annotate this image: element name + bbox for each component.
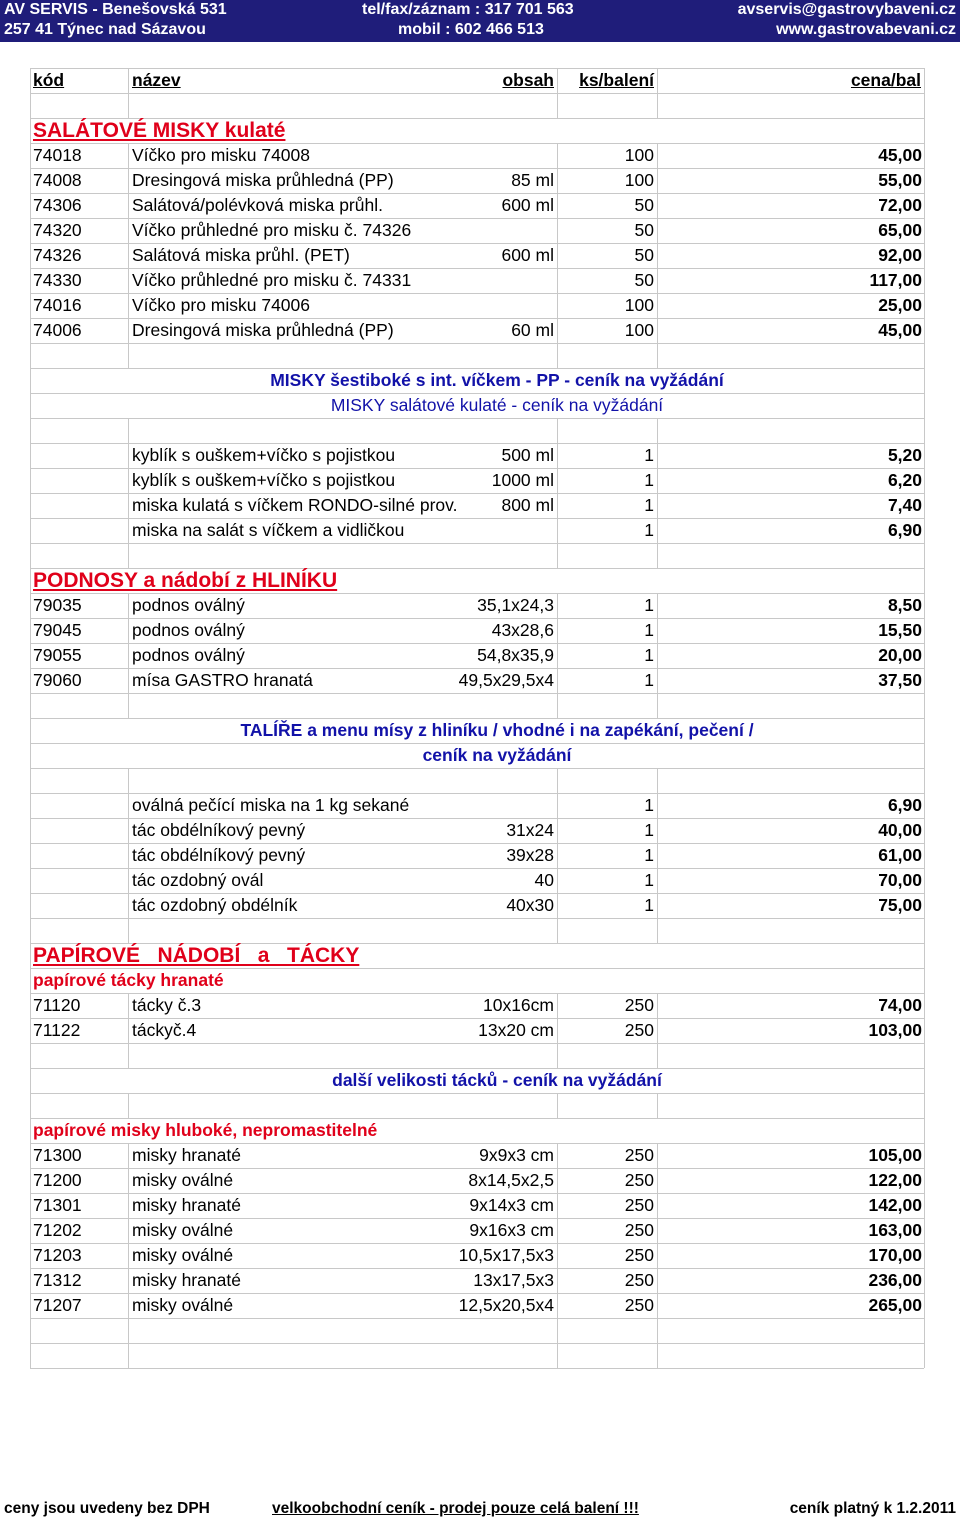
item-code: 71301 <box>33 1195 82 1215</box>
item-code: 74320 <box>33 220 82 240</box>
item-pack-qty: 250 <box>624 1295 654 1315</box>
item-name: misky hranaté <box>132 1145 241 1165</box>
item-name: podnos oválný <box>132 645 245 665</box>
item-price: 103,00 <box>868 1020 922 1040</box>
item-content: 85 ml <box>511 170 554 190</box>
grid-line <box>657 418 658 443</box>
item-code: 71207 <box>33 1295 82 1315</box>
item-pack-qty: 250 <box>624 1270 654 1290</box>
grid-line <box>657 1093 658 1118</box>
item-content: 35,1x24,3 <box>477 595 554 615</box>
item-name: misky oválné <box>132 1295 234 1315</box>
item-price: 61,00 <box>878 845 922 865</box>
item-content: 9x9x3 cm <box>479 1145 554 1165</box>
item-code: 79060 <box>33 670 82 690</box>
grid-line <box>30 93 924 94</box>
item-price: 20,00 <box>878 645 922 665</box>
item-name: tác ozdobný obdélník <box>132 895 298 915</box>
item-code <box>33 493 127 518</box>
grid-line <box>128 418 129 443</box>
item-code: 71312 <box>33 1270 82 1290</box>
item-price: 6,90 <box>887 795 922 815</box>
footer-validity-date: ceník platný k 1.2.2011 <box>789 1500 956 1517</box>
item-name: podnos oválný <box>132 595 245 615</box>
grid-line <box>128 1043 129 1068</box>
item-code: 71200 <box>33 1170 82 1190</box>
item-pack-qty: 250 <box>624 995 654 1015</box>
item-code: 71122 <box>33 1020 81 1040</box>
grid-line <box>557 1318 558 1343</box>
item-price: 15,50 <box>878 620 922 640</box>
item-code: 74008 <box>33 170 82 190</box>
item-content: 600 ml <box>501 245 554 265</box>
grid-line <box>657 918 658 943</box>
item-name: Dresingová miska průhledná (PP) <box>132 320 394 340</box>
item-pack-qty: 1 <box>644 445 654 465</box>
company-email[interactable]: avservis@gastrovybaveni.cz <box>737 1 956 18</box>
grid-line <box>128 543 129 568</box>
subsection-heading: papírové tácky hranaté <box>33 970 224 990</box>
item-price: 170,00 <box>868 1245 922 1265</box>
item-code <box>33 818 127 843</box>
grid-line <box>30 768 924 769</box>
grid-line <box>557 1043 558 1068</box>
item-price: 6,90 <box>887 520 922 540</box>
item-name: tác ozdobný ovál <box>132 870 264 890</box>
item-pack-qty: 1 <box>644 870 654 890</box>
grid-line <box>128 343 129 368</box>
item-content <box>128 218 554 243</box>
company-phone: tel/fax/záznam : 317 701 563 <box>362 1 574 18</box>
item-content: 600 ml <box>501 195 554 215</box>
item-name: misky hranaté <box>132 1270 241 1290</box>
item-price: 117,00 <box>869 270 922 290</box>
section-note: další velikosti tácků - ceník na vyžádání <box>332 1070 662 1090</box>
item-content: 13x17,5x3 <box>473 1270 554 1290</box>
section-note: TALÍŘE a menu mísy z hliníku / vhodné i na zapékání, pečení / <box>240 720 754 740</box>
grid-line <box>30 1368 924 1369</box>
grid-line <box>657 1043 658 1068</box>
item-content: 60 ml <box>511 320 554 340</box>
item-name: misky oválné <box>132 1245 234 1265</box>
item-price: 8,50 <box>887 595 922 615</box>
item-name: Víčko průhledné pro misku č. 74331 <box>132 270 412 290</box>
item-price: 236,00 <box>868 1270 922 1290</box>
item-pack-qty: 1 <box>644 620 654 640</box>
grid-line <box>128 1093 129 1118</box>
item-name: Víčko pro misku 74006 <box>132 295 311 315</box>
grid-line <box>30 1318 924 1319</box>
item-name: tácky č.3 <box>132 995 202 1015</box>
section-heading: SALÁTOVÉ MISKY kulaté <box>33 119 286 142</box>
grid-line <box>128 1343 129 1368</box>
grid-line <box>557 93 558 118</box>
page-footer <box>0 1496 960 1524</box>
footer-vat-note: ceny jsou uvedeny bez DPH <box>4 1500 210 1517</box>
item-pack-qty: 100 <box>624 320 654 340</box>
item-content: 13x20 cm <box>478 1020 554 1040</box>
item-pack-qty: 1 <box>644 820 654 840</box>
item-content: 1000 ml <box>491 470 554 490</box>
item-content: 9x14x3 cm <box>469 1195 554 1215</box>
item-content: 40x30 <box>506 895 554 915</box>
item-code <box>33 468 127 493</box>
grid-line <box>557 543 558 568</box>
item-content: 43x28,6 <box>491 620 554 640</box>
grid-line <box>657 1318 658 1343</box>
item-price: 163,00 <box>868 1220 922 1240</box>
company-web[interactable]: www.gastrovabevani.cz <box>776 21 956 38</box>
item-content: 8x14,5x2,5 <box>468 1170 554 1190</box>
item-price: 92,00 <box>878 245 922 265</box>
item-price: 65,00 <box>878 220 922 240</box>
section-note: ceník na vyžádání <box>422 745 572 765</box>
item-pack-qty: 50 <box>634 270 654 290</box>
item-pack-qty: 50 <box>634 195 654 215</box>
item-pack-qty: 250 <box>624 1145 654 1165</box>
item-code <box>33 518 127 543</box>
item-pack-qty: 250 <box>624 1245 654 1265</box>
item-code: 71120 <box>33 995 81 1015</box>
item-pack-qty: 1 <box>644 795 654 815</box>
item-price: 40,00 <box>878 820 922 840</box>
item-code: 71300 <box>33 1145 82 1165</box>
item-name: tác obdélníkový pevný <box>132 820 306 840</box>
item-content: 31x24 <box>506 820 554 840</box>
grid-line <box>30 343 924 344</box>
item-name: tác obdélníkový pevný <box>132 845 306 865</box>
section-note: MISKY šestiboké s int. víčkem - PP - ceník na vyžádání <box>270 370 724 390</box>
item-content: 39x28 <box>506 845 554 865</box>
item-price: 25,00 <box>878 295 922 315</box>
grid-line <box>557 918 558 943</box>
grid-line <box>128 1318 129 1343</box>
item-content: 500 ml <box>501 445 554 465</box>
grid-line <box>557 768 558 793</box>
item-content: 800 ml <box>501 495 554 515</box>
section-note: MISKY salátové kulaté - ceník na vyžádání <box>330 395 664 415</box>
grid-line <box>30 918 924 919</box>
item-pack-qty: 250 <box>624 1220 654 1240</box>
item-name: oválná pečící miska na 1 kg sekané <box>132 795 410 815</box>
column-header-content: obsah <box>502 70 554 90</box>
grid-line <box>557 1343 558 1368</box>
item-name: Dresingová miska průhledná (PP) <box>132 170 394 190</box>
item-code <box>33 843 127 868</box>
grid-line <box>657 93 658 118</box>
item-pack-qty: 1 <box>644 895 654 915</box>
item-price: 45,00 <box>878 320 922 340</box>
column-header-pack: ks/balení <box>579 70 654 90</box>
item-content: 49,5x29,5x4 <box>458 670 554 690</box>
grid-line <box>657 343 658 368</box>
grid-line <box>557 343 558 368</box>
item-pack-qty: 100 <box>624 145 654 165</box>
item-name: misky oválné <box>132 1220 234 1240</box>
item-pack-qty: 50 <box>634 245 654 265</box>
item-price: 105,00 <box>868 1145 922 1165</box>
company-mobile: mobil : 602 466 513 <box>398 21 544 38</box>
item-price: 5,20 <box>887 445 922 465</box>
item-pack-qty: 1 <box>644 495 654 515</box>
item-code <box>33 443 127 468</box>
item-content: 9x16x3 cm <box>469 1220 554 1240</box>
item-name: misky oválné <box>132 1170 234 1190</box>
item-content: 54,8x35,9 <box>477 645 554 665</box>
grid-line <box>657 1343 658 1368</box>
grid-line <box>128 93 129 118</box>
grid-line <box>30 68 31 1368</box>
grid-line <box>657 693 658 718</box>
item-pack-qty: 1 <box>644 845 654 865</box>
item-price: 142,00 <box>868 1195 922 1215</box>
item-price: 75,00 <box>878 895 922 915</box>
item-pack-qty: 1 <box>644 470 654 490</box>
item-pack-qty: 1 <box>644 595 654 615</box>
item-code <box>33 868 127 893</box>
item-code: 74306 <box>33 195 82 215</box>
item-name: Salátová miska průhl. (PET) <box>132 245 350 265</box>
item-content: 12,5x20,5x4 <box>458 1295 554 1315</box>
item-code <box>33 793 127 818</box>
item-pack-qty: 1 <box>644 670 654 690</box>
item-pack-qty: 100 <box>624 295 654 315</box>
footer-wholesale-note: velkoobchodní ceník - prodej pouze celá balení !!! <box>272 1500 639 1517</box>
item-pack-qty: 250 <box>624 1170 654 1190</box>
column-header-name: název <box>132 70 181 90</box>
item-name: podnos oválný <box>132 620 245 640</box>
grid-line <box>128 693 129 718</box>
item-content <box>128 268 554 293</box>
item-name: Víčko pro misku 74008 <box>132 145 311 165</box>
item-price: 70,00 <box>878 870 922 890</box>
item-price: 37,50 <box>878 670 922 690</box>
grid-line <box>30 543 924 544</box>
company-address: 257 41 Týnec nad Sázavou <box>4 21 206 38</box>
item-name: misky hranaté <box>132 1195 241 1215</box>
item-content <box>128 518 554 543</box>
item-pack-qty: 250 <box>624 1195 654 1215</box>
item-content <box>128 293 554 318</box>
item-pack-qty: 1 <box>644 645 654 665</box>
item-name: kyblík s ouškem+víčko s pojistkou <box>132 470 396 490</box>
grid-line <box>657 768 658 793</box>
company-name: AV SERVIS - Benešovská 531 <box>4 1 227 18</box>
item-code: 71203 <box>33 1245 82 1265</box>
item-content: 40 <box>534 870 554 890</box>
grid-line <box>128 768 129 793</box>
item-price: 55,00 <box>878 170 922 190</box>
item-name: mísa GASTRO hranatá <box>132 670 313 690</box>
item-code: 79045 <box>33 620 82 640</box>
item-content: 10,5x17,5x3 <box>458 1245 554 1265</box>
item-name: kyblík s ouškem+víčko s pojistkou <box>132 445 396 465</box>
item-code <box>33 893 127 918</box>
grid-line <box>30 1343 924 1344</box>
item-price: 45,00 <box>878 145 922 165</box>
column-header-code: kód <box>33 70 65 90</box>
item-code: 74016 <box>33 295 82 315</box>
item-code: 79035 <box>33 595 82 615</box>
item-price: 74,00 <box>878 995 922 1015</box>
grid-line <box>557 418 558 443</box>
grid-line <box>657 543 658 568</box>
item-content: 10x16cm <box>482 995 554 1015</box>
item-code: 71202 <box>33 1220 82 1240</box>
item-pack-qty: 100 <box>624 170 654 190</box>
item-name: miska na salát s víčkem a vidličkou <box>132 520 405 540</box>
item-content <box>128 143 554 168</box>
grid-line <box>128 918 129 943</box>
subsection-heading: papírové misky hluboké, nepromastitelné <box>33 1120 378 1140</box>
item-name: Víčko průhledné pro misku č. 74326 <box>132 220 412 240</box>
grid-line <box>557 1093 558 1118</box>
item-price: 6,20 <box>887 470 922 490</box>
item-code: 74018 <box>33 145 82 165</box>
section-heading: PODNOSY a nádobí z HLINÍKU <box>33 569 338 592</box>
item-price: 265,00 <box>868 1295 922 1315</box>
item-name: táckyč.4 <box>132 1020 197 1040</box>
item-pack-qty: 1 <box>644 520 654 540</box>
item-name: Salátová/polévková miska průhl. <box>132 195 383 215</box>
item-code: 79055 <box>33 645 82 665</box>
grid-line <box>30 1093 924 1094</box>
grid-line <box>30 418 924 419</box>
item-code: 74326 <box>33 245 82 265</box>
item-price: 72,00 <box>878 195 922 215</box>
item-name: miska kulatá s víčkem RONDO-silné prov. <box>132 495 458 515</box>
item-code: 74330 <box>33 270 82 290</box>
grid-line <box>30 693 924 694</box>
item-pack-qty: 50 <box>634 220 654 240</box>
item-content <box>128 793 554 818</box>
item-price: 122,00 <box>868 1170 922 1190</box>
item-code: 74006 <box>33 320 82 340</box>
item-price: 7,40 <box>887 495 922 515</box>
item-pack-qty: 250 <box>624 1020 654 1040</box>
column-header-price: cena/bal <box>850 70 921 90</box>
grid-line <box>30 1043 924 1044</box>
grid-line <box>557 693 558 718</box>
section-heading: PAPÍROVÉ NÁDOBÍ a TÁCKY <box>33 944 360 967</box>
